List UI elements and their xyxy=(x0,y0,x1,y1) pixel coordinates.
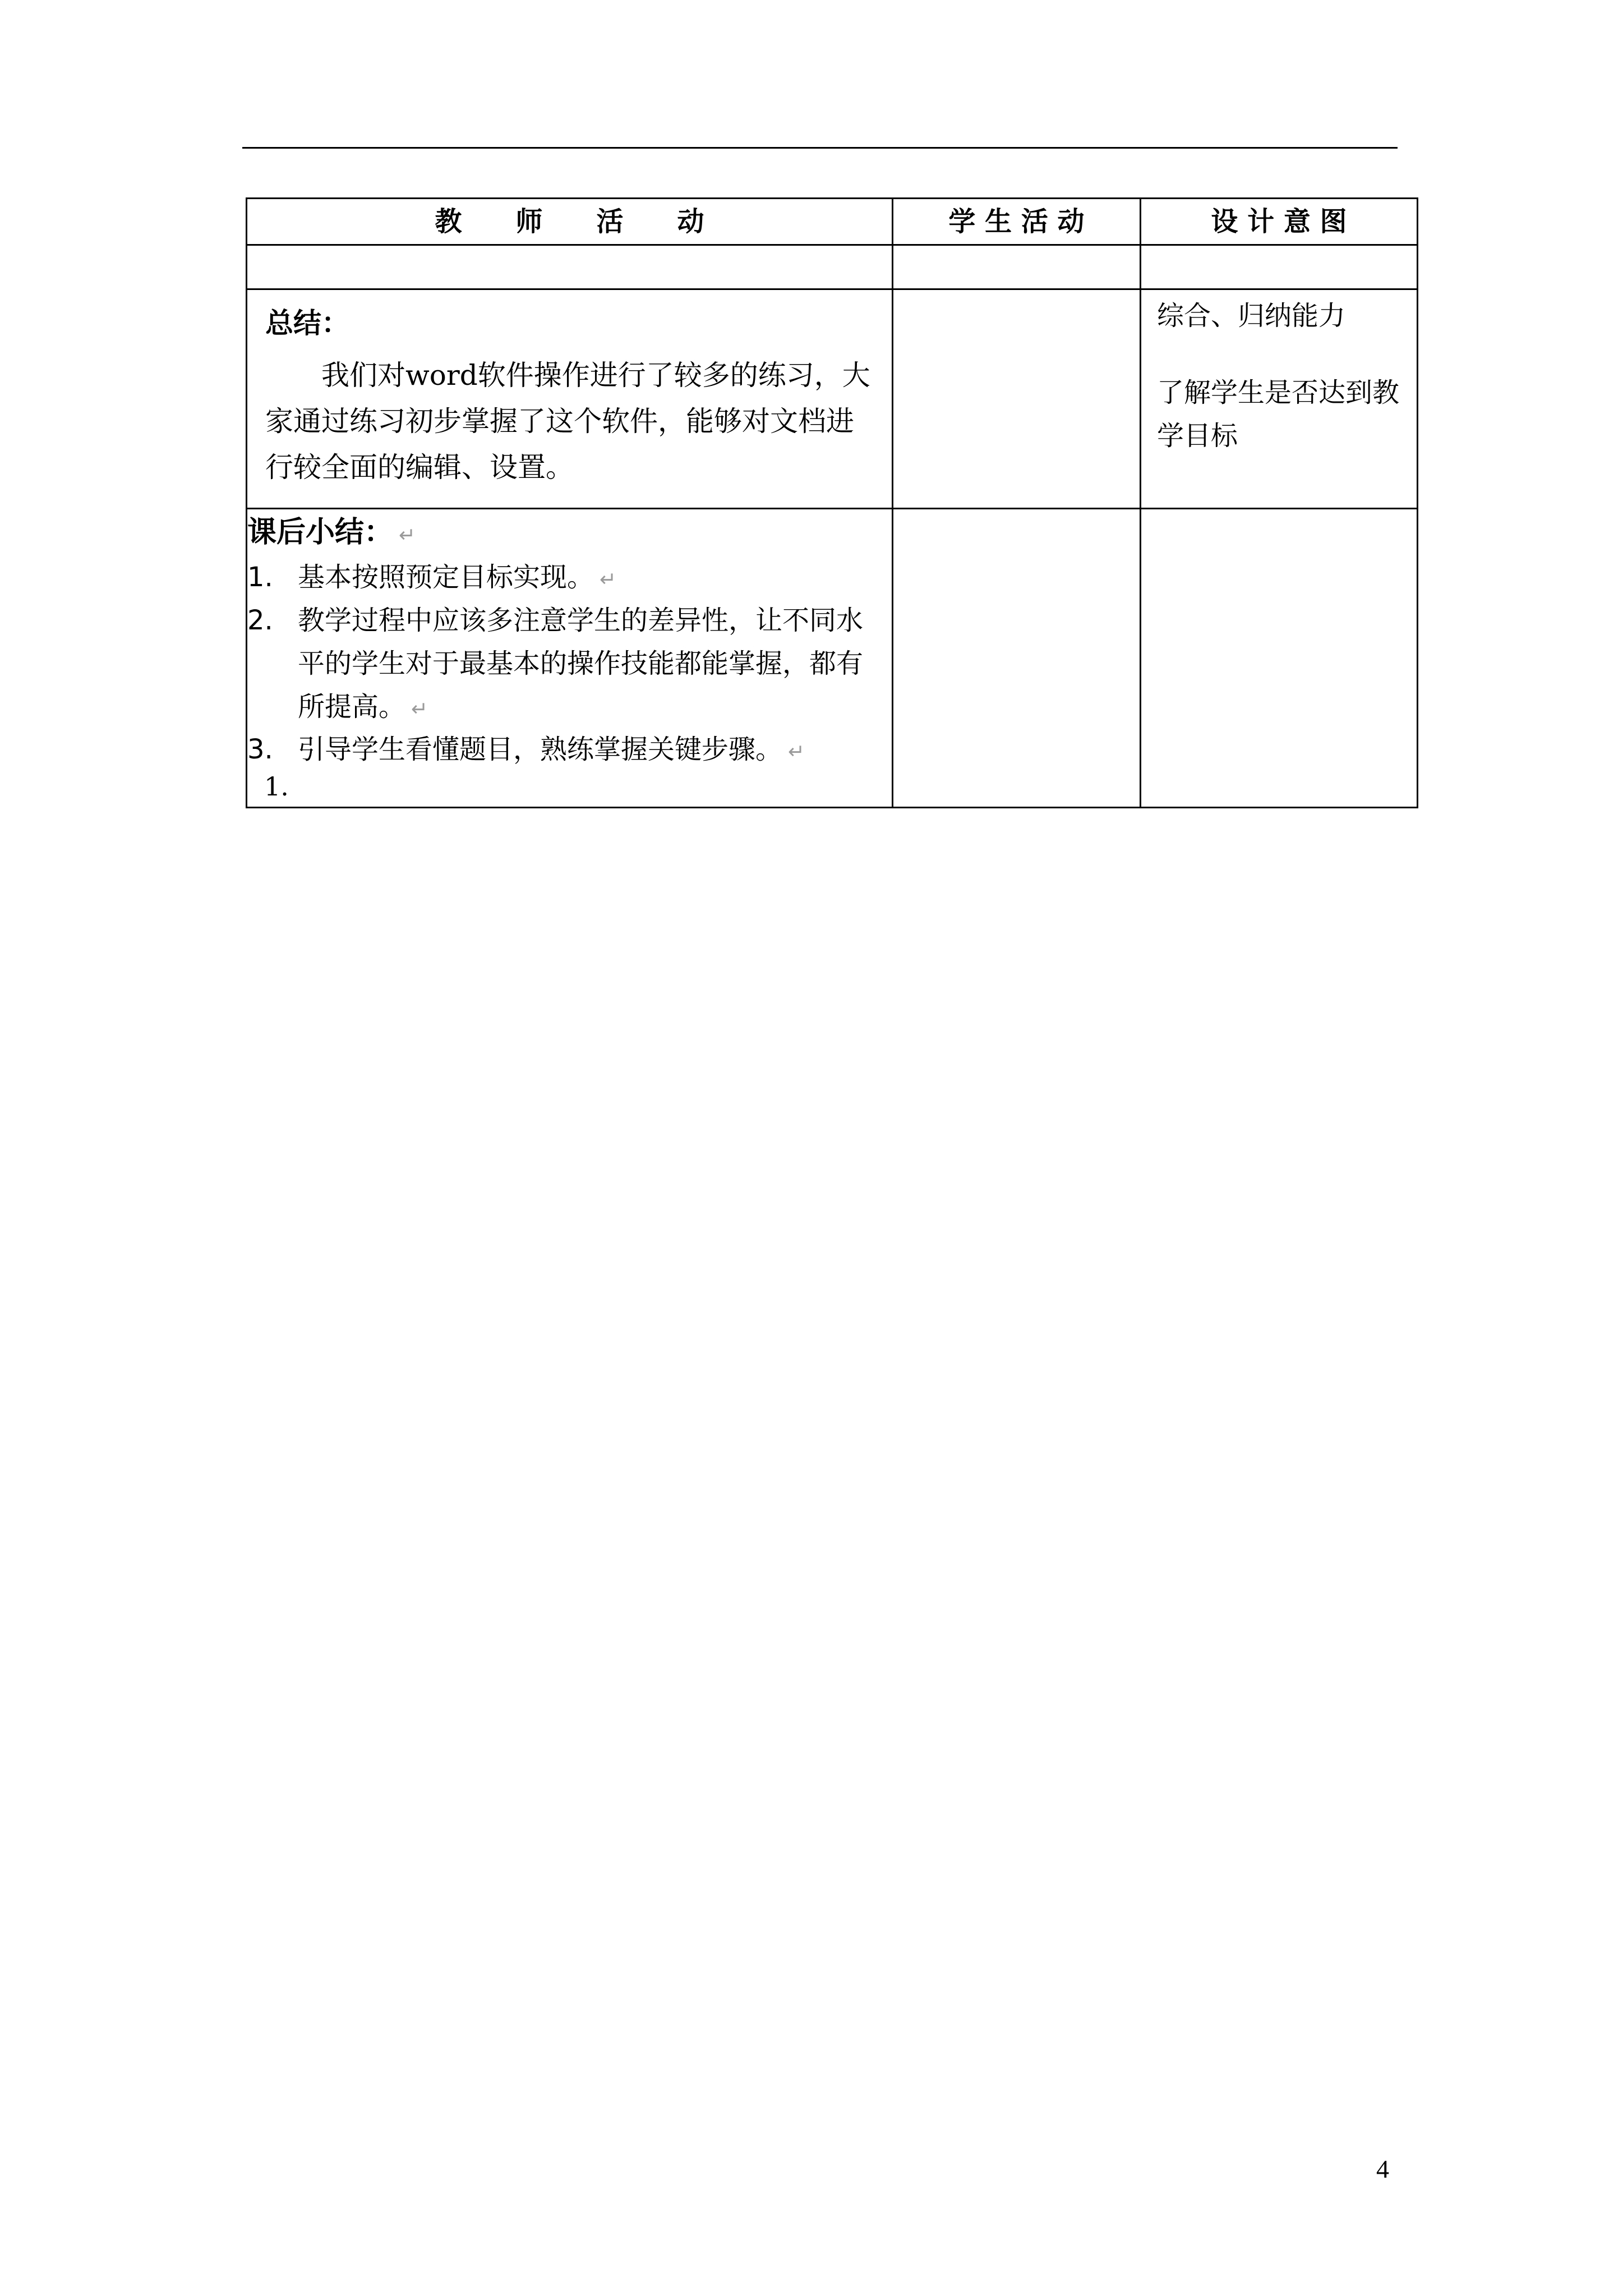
list-item xyxy=(247,728,886,771)
reflection-title: 课后小结： xyxy=(247,516,394,549)
list-item xyxy=(247,599,886,728)
header-teacher-activity: 教 师 活 动 xyxy=(247,199,893,245)
list-item-text: 引导学生看懂题目，熟练掌握关键步骤。 xyxy=(298,734,783,766)
reflection-cell xyxy=(247,509,893,808)
list-item xyxy=(247,556,886,599)
list-item-text: 基本按照预定目标实现。 xyxy=(298,562,594,593)
summary-student-cell xyxy=(893,289,1141,509)
reflection-title-line xyxy=(247,509,886,556)
design-line: 了解学生是否达到教学目标 xyxy=(1157,376,1400,452)
list-item-number: 3. xyxy=(247,734,273,766)
empty-cell xyxy=(893,245,1141,289)
reflection-row xyxy=(247,509,1418,808)
empty-cell xyxy=(1141,245,1418,289)
table-header-row xyxy=(247,199,1418,245)
summary-design-cell xyxy=(1141,289,1418,509)
summary-row xyxy=(247,289,1418,509)
header-student-activity: 学 生 活 动 xyxy=(893,199,1141,245)
return-mark-icon: ↵ xyxy=(411,697,428,721)
reflection-student-cell xyxy=(893,509,1141,808)
empty-cell xyxy=(247,245,893,289)
design-line: 综合、归纳能力 xyxy=(1157,300,1346,332)
return-mark-icon: ↵ xyxy=(788,740,805,764)
list-item-number: 1. xyxy=(247,562,273,593)
list-item-text: 教学过程中应该多注意学生的差异性，让不同水平的学生对于最基本的操作技能都能掌握，都有所提高。 xyxy=(298,604,864,723)
return-mark-icon: ↵ xyxy=(600,568,617,592)
trailing-list-number: 1. xyxy=(264,771,289,802)
list-item-number: 2. xyxy=(247,604,273,636)
summary-body: 我们对word软件操作进行了较多的练习，大家通过练习初步掌握了这个软件，能够对文档进行较全面的编辑、设置。 xyxy=(265,359,870,484)
header-rule xyxy=(242,147,1398,149)
page-number: 4 xyxy=(1376,2155,1389,2183)
lesson-plan-table xyxy=(246,197,1418,808)
summary-title: 总结： xyxy=(265,306,349,339)
empty-row xyxy=(247,245,1418,289)
header-design-intent: 设 计 意 图 xyxy=(1141,199,1418,245)
summary-teacher-cell xyxy=(247,289,893,509)
reflection-design-cell xyxy=(1141,509,1418,808)
return-mark-icon: ↵ xyxy=(399,524,416,547)
